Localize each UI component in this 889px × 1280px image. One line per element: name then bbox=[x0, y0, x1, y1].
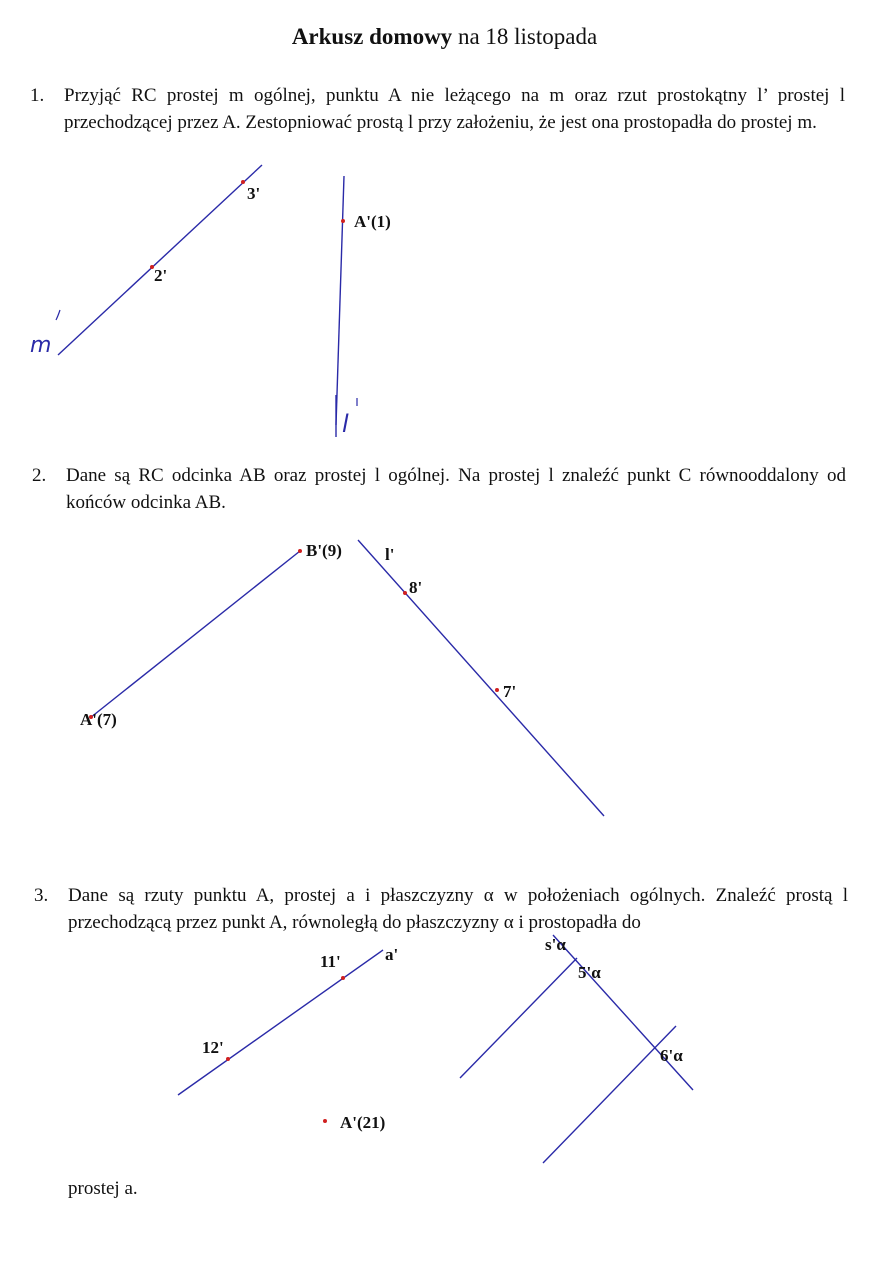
point-12-mark bbox=[226, 1057, 230, 1061]
label-11: 11' bbox=[320, 952, 341, 971]
task-number: 1. bbox=[30, 85, 45, 106]
trace-s-alpha bbox=[553, 935, 693, 1090]
task-text: Przyjąć RC prostej m ogólnej, punktu A nie leżącego na m oraz rzut prostokątny l’ prostej l przechodzącej przez A. Zestopniować prostą l przy założeniu, że jest ona prostopadła do prostej m. bbox=[64, 85, 845, 133]
label-a7: A'(7) bbox=[80, 710, 117, 729]
point-a-mark bbox=[323, 1119, 327, 1123]
label-8: 8' bbox=[409, 578, 423, 597]
label-5-alpha: 5'α bbox=[578, 963, 601, 982]
plane-alpha-line-2 bbox=[543, 1026, 676, 1163]
handwritten-l: l bbox=[342, 410, 349, 438]
line-a bbox=[178, 950, 383, 1095]
task-text: Dane są RC odcinka AB oraz prostej l ogólnej. Na prostej l znaleźć punkt C równooddalony od końców odcinka AB. bbox=[66, 465, 846, 513]
task-number: 3. bbox=[34, 885, 49, 906]
title-bold: Arkusz domowy bbox=[291, 24, 453, 49]
handwritten-m: m bbox=[30, 333, 52, 358]
title-rest: na 18 listopada bbox=[452, 24, 598, 49]
label-a1: A'(1) bbox=[354, 212, 391, 231]
plane-alpha-line-1 bbox=[460, 958, 577, 1078]
point-11-mark bbox=[341, 976, 345, 980]
label-l: l' bbox=[385, 545, 395, 564]
label-6-alpha: 6'α bbox=[660, 1046, 683, 1065]
label-b9: B'(9) bbox=[306, 541, 342, 560]
label-s-alpha: s'α bbox=[545, 935, 566, 954]
label-7: 7' bbox=[503, 682, 517, 701]
label-2: 2' bbox=[154, 266, 168, 285]
task-number: 2. bbox=[32, 465, 47, 486]
label-a21: A'(21) bbox=[340, 1113, 386, 1132]
task-3-continuation: prostej a. bbox=[68, 1178, 138, 1199]
label-12: 12' bbox=[202, 1038, 224, 1057]
task-text: Dane są rzuty punktu A, prostej a i płaszczyzny α w położeniach ogólnych. Znaleźć prostą l przechodzącą przez punkt A, równoległą do płaszczyzny α i prostopadła do bbox=[68, 885, 848, 933]
label-3: 3' bbox=[247, 184, 261, 203]
label-a-line: a' bbox=[385, 945, 399, 964]
